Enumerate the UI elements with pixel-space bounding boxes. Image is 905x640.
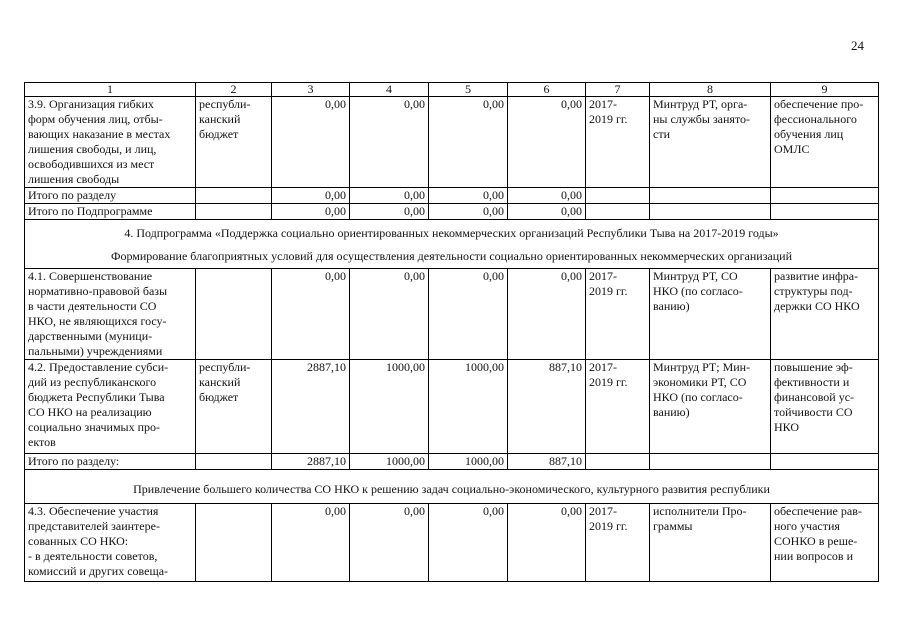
amount-2019: 887,10 bbox=[508, 360, 586, 454]
section-header-row bbox=[25, 470, 879, 504]
funding-source bbox=[196, 504, 272, 582]
amount-2018: 1000,00 bbox=[429, 360, 508, 454]
subprogram-title-cell bbox=[25, 220, 879, 269]
amount-2018: 0,00 bbox=[429, 188, 508, 204]
section-title: Формирование благоприятных условий для осуществления деятельности социально ориентированных некоммерческих организаций bbox=[110, 249, 793, 263]
total-amount: 0,00 bbox=[272, 188, 350, 204]
empty-cell bbox=[650, 188, 771, 204]
header-cell: 6 bbox=[508, 83, 586, 97]
period: 2017- 2019 гг. bbox=[586, 360, 650, 454]
total-label: Итого по разделу bbox=[25, 188, 196, 204]
header-cell: 1 bbox=[25, 83, 196, 97]
responsible: Минтруд РТ; Мин- экономики РТ, СО НКО (по согласо- ванию) bbox=[650, 360, 771, 454]
amount-2018: 1000,00 bbox=[429, 454, 508, 470]
expected-result: развитие инфра- структуры под- держки СО НКО bbox=[771, 269, 879, 360]
table-row-4-3 bbox=[25, 504, 879, 582]
funding-source bbox=[196, 269, 272, 360]
total-section-row bbox=[25, 454, 879, 470]
measure-name: 3.9. Организация гибких форм обучения лиц, отбы- вающих наказание в местах лишения свободы, и лиц, освободившихся из мест лишения свободы bbox=[25, 97, 196, 188]
total-amount: 0,00 bbox=[272, 504, 350, 582]
amount-2018: 0,00 bbox=[429, 204, 508, 220]
amount-2018: 0,00 bbox=[429, 504, 508, 582]
measure-name: 4.2. Предоставление субси- дий из республиканского бюджета Республики Тыва СО НКО на реализацию социально значимых про- ектов bbox=[25, 360, 196, 454]
header-cell: 4 bbox=[350, 83, 429, 97]
empty-cell bbox=[586, 454, 650, 470]
header-cell: 5 bbox=[429, 83, 508, 97]
header-cell: 9 bbox=[771, 83, 879, 97]
amount-2018: 0,00 bbox=[429, 269, 508, 360]
total-amount: 2887,10 bbox=[272, 454, 350, 470]
responsible: Минтруд РТ, СО НКО (по согласо- ванию) bbox=[650, 269, 771, 360]
total-label: Итого по разделу: bbox=[25, 454, 196, 470]
period: 2017- 2019 гг. bbox=[586, 504, 650, 582]
expected-result: повышение эф- фективности и финансовой ус- тойчивости СО НКО bbox=[771, 360, 879, 454]
header-cell: 7 bbox=[586, 83, 650, 97]
amount-2017: 1000,00 bbox=[350, 454, 429, 470]
measure-name: 4.1. Совершенствование нормативно-правовой базы в части деятельности СО НКО, не являющихся госу- дарственными (муници- пальными) учреждениями bbox=[25, 269, 196, 360]
amount-2017: 0,00 bbox=[350, 504, 429, 582]
amount-2019: 0,00 bbox=[508, 269, 586, 360]
amount-2017: 0,00 bbox=[350, 97, 429, 188]
responsible: исполнители Про- граммы bbox=[650, 504, 771, 582]
empty-cell bbox=[586, 188, 650, 204]
empty-cell bbox=[196, 204, 272, 220]
funding-source: республи- канский бюджет bbox=[196, 97, 272, 188]
measures-table-full bbox=[24, 82, 879, 582]
page-number: 24 bbox=[851, 38, 864, 53]
empty-cell bbox=[196, 454, 272, 470]
amount-2017: 0,00 bbox=[350, 188, 429, 204]
period: 2017- 2019 гг. bbox=[586, 269, 650, 360]
amount-2019: 0,00 bbox=[508, 504, 586, 582]
empty-cell bbox=[650, 454, 771, 470]
subprogram-header-row bbox=[25, 220, 879, 269]
total-amount: 0,00 bbox=[272, 269, 350, 360]
responsible: Минтруд РТ, орга- ны службы занято- сти bbox=[650, 97, 771, 188]
amount-2019: 0,00 bbox=[508, 97, 586, 188]
expected-result: обеспечение про- фессионального обучения лиц ОМЛС bbox=[771, 97, 879, 188]
empty-cell bbox=[586, 204, 650, 220]
expected-result: обеспечение рав- ного участия СОНКО в реше- нии вопросов и bbox=[771, 504, 879, 582]
total-section-row bbox=[25, 188, 879, 204]
empty-cell bbox=[771, 188, 879, 204]
empty-cell bbox=[771, 204, 879, 220]
table-row-4-2 bbox=[25, 360, 879, 454]
subprogram-title: 4. Подпрограмма «Поддержка социально ориентированных некоммерческих организаций Республики Тыва на 2017-2019 годы» bbox=[124, 226, 779, 240]
amount-2019: 0,00 bbox=[508, 188, 586, 204]
header-row bbox=[25, 83, 879, 97]
table-row-3-9 bbox=[25, 97, 879, 188]
empty-cell bbox=[196, 188, 272, 204]
amount-2019: 0,00 bbox=[508, 204, 586, 220]
total-label: Итого по Подпрограмме bbox=[25, 204, 196, 220]
total-amount: 2887,10 bbox=[272, 360, 350, 454]
total-amount: 0,00 bbox=[272, 97, 350, 188]
empty-cell bbox=[771, 454, 879, 470]
header-cell: 3 bbox=[272, 83, 350, 97]
funding-source: республи- канский бюджет bbox=[196, 360, 272, 454]
amount-2017: 0,00 bbox=[350, 204, 429, 220]
empty-cell bbox=[650, 204, 771, 220]
amount-2018: 0,00 bbox=[429, 97, 508, 188]
amount-2017: 0,00 bbox=[350, 269, 429, 360]
amount-2017: 1000,00 bbox=[350, 360, 429, 454]
header-cell: 8 bbox=[650, 83, 771, 97]
total-amount: 0,00 bbox=[272, 204, 350, 220]
header-cell: 2 bbox=[196, 83, 272, 97]
section-title: Привлечение большего количества СО НКО к решению задач социально-экономического, культурного развития республики bbox=[25, 470, 879, 504]
total-subprogram-row bbox=[25, 204, 879, 220]
table-row-4-1 bbox=[25, 269, 879, 360]
period: 2017- 2019 гг. bbox=[586, 97, 650, 188]
measure-name: 4.3. Обеспечение участия представителей заинтере- сованных СО НКО: - в деятельности советов, комиссий и других совеща- bbox=[25, 504, 196, 582]
amount-2019: 887,10 bbox=[508, 454, 586, 470]
